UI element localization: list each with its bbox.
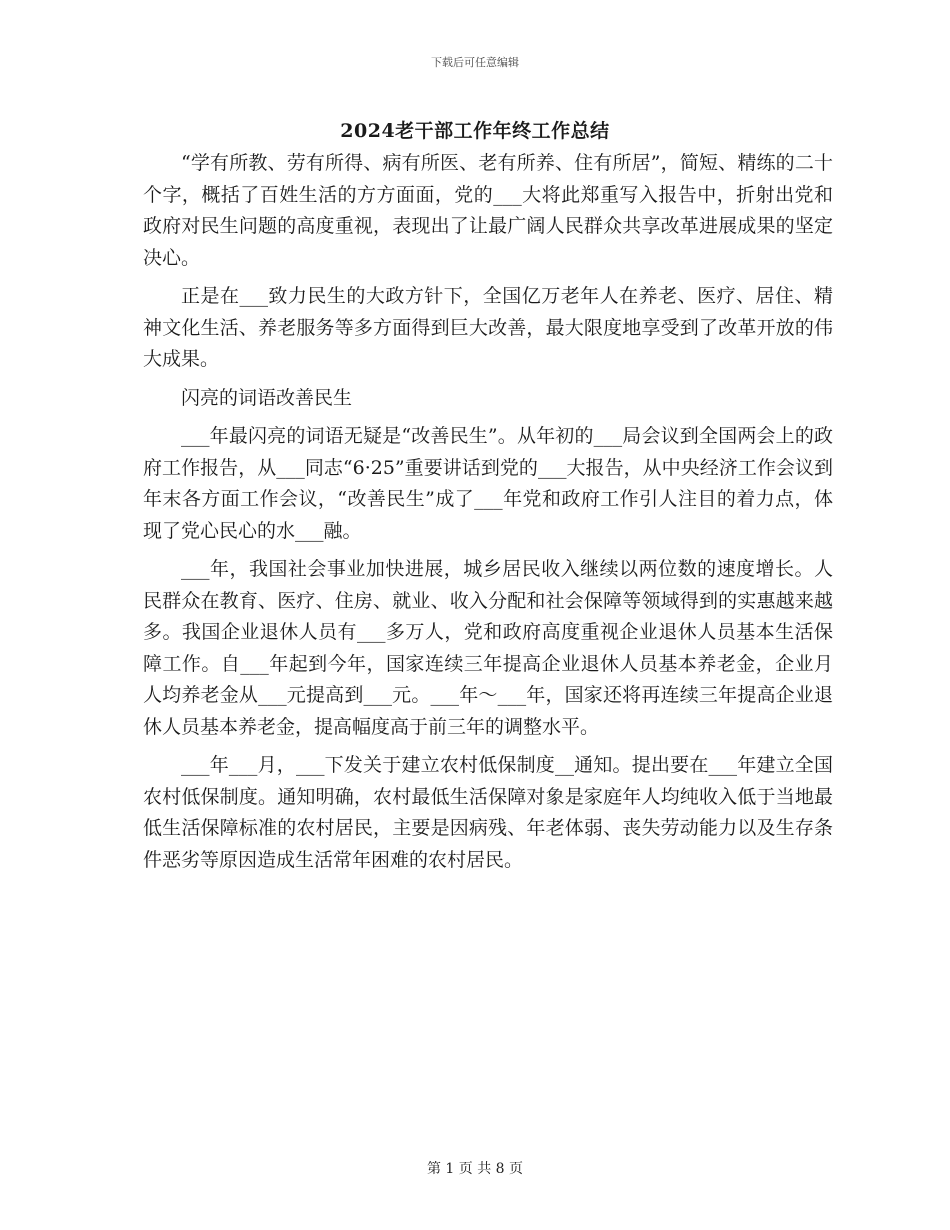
document-title: 2024老干部工作年终工作总结 (340, 120, 610, 142)
paragraph-3: ___年最闪亮的词语无疑是“改善民生”。从年初的___局会议到全国两会上的政府工作报告，从___同志“6·25”重要讲话到党的___大报告，从中央经济工作会议到年末各方面工作会议，“改善民生”成了___年党和政府工作引人注目的着力点，体现了党心民心的水___融。 (143, 425, 833, 542)
paragraph-2: 正是在___致力民生的大政方针下，全国亿万老年人在养老、医疗、居住、精神文化生活、养老服务等多方面得到巨大改善，最大限度地享受到了改革开放的伟大成果。 (143, 285, 833, 370)
document-body (143, 148, 833, 883)
paragraph-5: ___年___月，___下发关于建立农村低保制度__通知。提出要在___年建立全国农村低保制度。通知明确，农村最低生活保障对象是家庭年人均纯收入低于当地最低生活保障标准的农村居民，主要是因病残、年老体弱、丧失劳动能力以及生存条件恶劣等原因造成生活常年困难的农村居民。 (143, 754, 833, 871)
paragraph-1: “学有所教、劳有所得、病有所医、老有所养、住有所居”，简短、精练的二十个字，概括了百姓生活的方方面面，党的___大将此郑重写入报告中，折射出党和政府对民生问题的高度重视，表现出了让最广阔人民群众共享改革进展成果的坚定决心。 (143, 152, 833, 269)
page-footer: 第 1 页 共 8 页 (426, 1161, 524, 1177)
page-header-note: 下载后可任意编辑 (431, 56, 519, 69)
paragraph-4: ___年，我国社会事业加快进展，城乡居民收入继续以两位数的速度增长。人民群众在教育、医疗、住房、就业、收入分配和社会保障等领域得到的实惠越来越多。我国企业退休人员有___多万人，党和政府高度重视企业退休人员基本生活保障工作。自___年起到今年，国家连续三年提高企业退休人员基本养老金，企业月人均养老金从___元提高到___元。___年～___年，国家还将再连续三年提高企业退休人员基本养老金，提高幅度高于前三年的调整水平。 (143, 558, 833, 738)
section-heading: 闪亮的词语改善民生 (181, 386, 353, 409)
